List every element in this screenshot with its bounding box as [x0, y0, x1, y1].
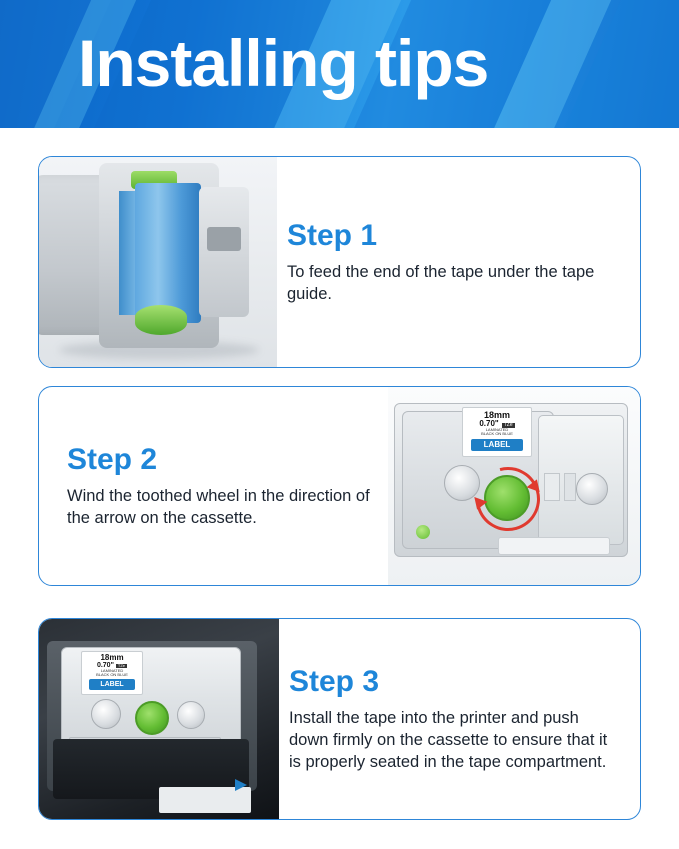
step-3-title: Step 3 [289, 665, 380, 698]
label-tz-code: TZe [503, 422, 513, 428]
step-card-2 [38, 386, 641, 586]
toothed-wheel-icon [135, 701, 169, 735]
tape-cassette-toothed-wheel-photo [388, 387, 640, 585]
page-title: Installing tips [78, 26, 489, 100]
direction-arrow-icon [235, 779, 247, 791]
cassette-hub-icon [177, 701, 205, 729]
printer-tape-compartment-photo [39, 619, 279, 819]
step-card-1 [38, 156, 641, 368]
cassette-hub-icon [444, 465, 480, 501]
cassette-hub-icon [576, 473, 608, 505]
label-size-inch: 0.70" [479, 419, 499, 428]
step-1-text-column [277, 219, 640, 305]
steps-container [0, 128, 679, 849]
step-2-title: Step 2 [67, 443, 158, 476]
step-2-body: Wind the toothed wheel in the direction of the arrow on the cassette. [67, 487, 370, 527]
step-3-body: Install the tape into the printer and push down firmly on the cassette to ensure that it is properly seated in the tape compartment. [289, 709, 608, 771]
label-size-mm: 18mm [100, 653, 124, 662]
page-header-banner [0, 0, 679, 128]
label-size-inch: 0.70" [96, 662, 114, 669]
label-line1: LAMINATED [485, 427, 509, 433]
label-line2: BLACK ON BLUE [481, 431, 513, 437]
label-size-mm: 18mm [483, 410, 510, 420]
step-1-body: To feed the end of the tape under the tape guide. [287, 263, 595, 303]
step-1-title: Step 1 [287, 219, 378, 252]
label-tz-code: TZe [117, 663, 126, 668]
label-line1: LAMINATED [100, 668, 124, 673]
step-2-text-column [39, 443, 388, 529]
step-card-3 [38, 618, 641, 820]
label-line2: BLACK ON BLUE [96, 672, 128, 678]
cassette-hub-icon [91, 699, 121, 729]
step-3-text-column [279, 665, 640, 773]
tape-cassette-closeup-photo [39, 157, 277, 367]
label-badge: LABEL [471, 439, 523, 451]
label-badge: LABEL [89, 679, 135, 690]
